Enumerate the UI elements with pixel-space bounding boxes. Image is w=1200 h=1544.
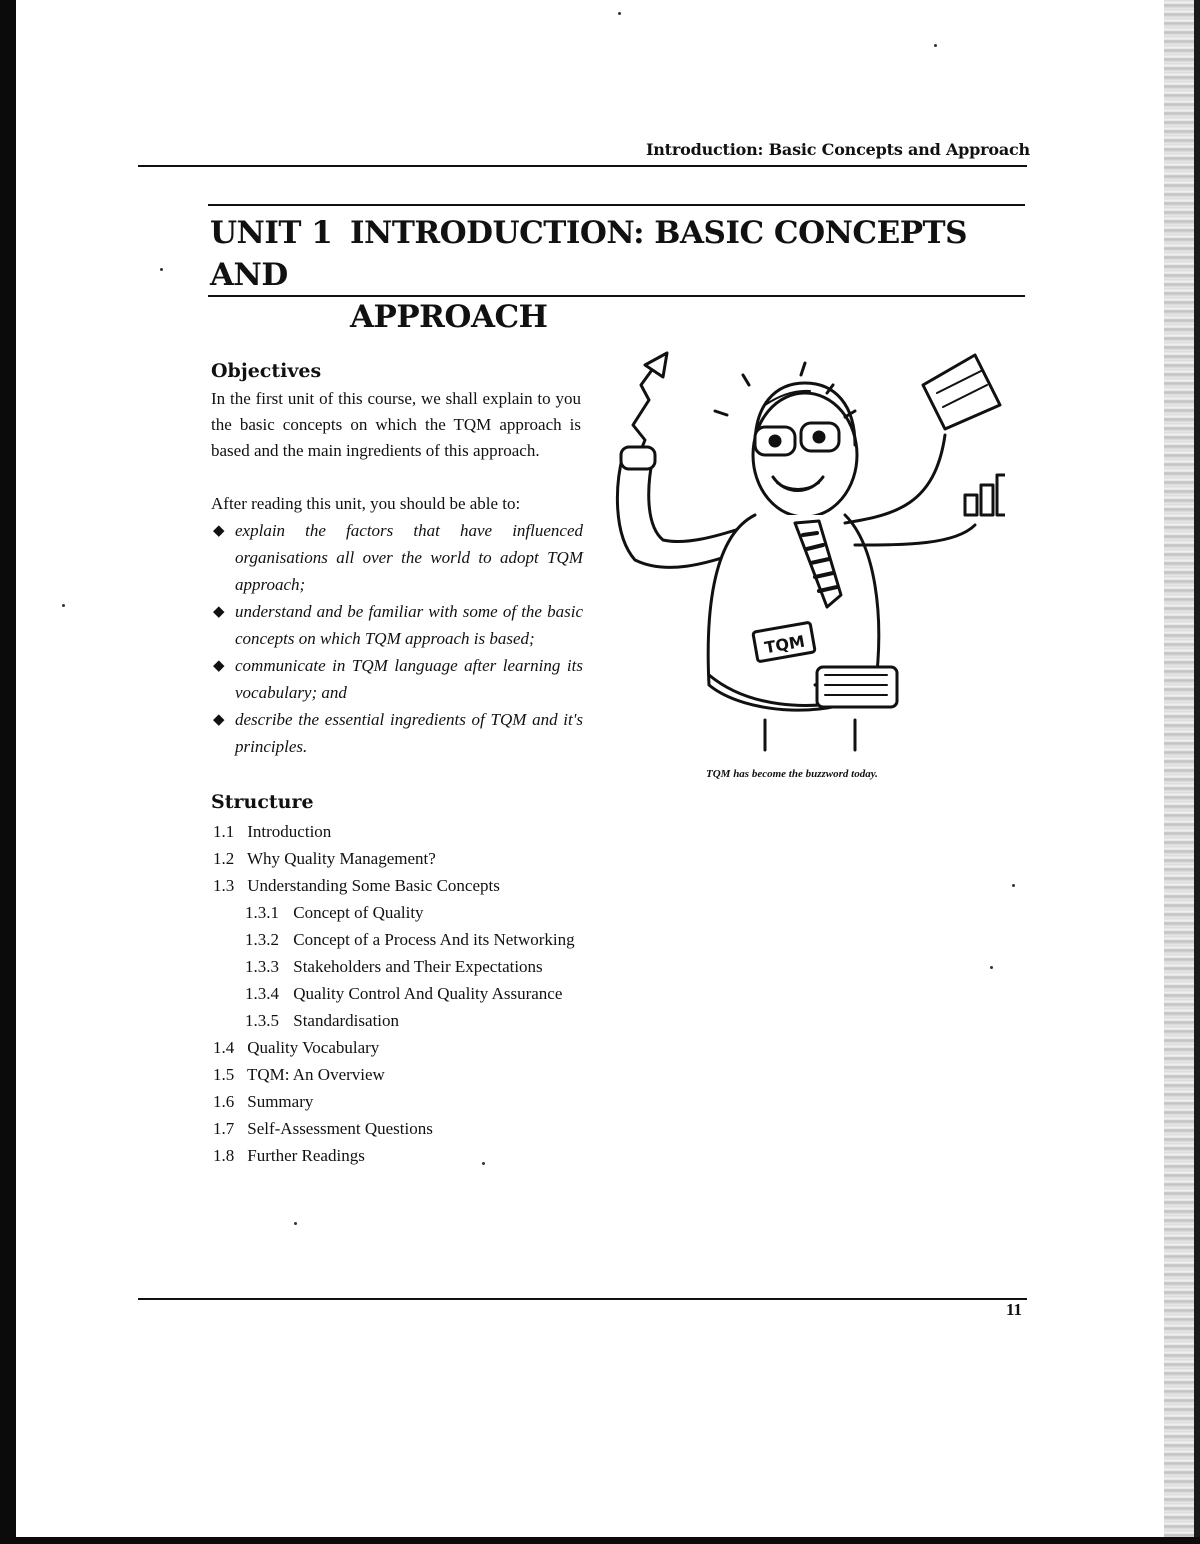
structure-item: [213, 1088, 575, 1115]
structure-item-label: Self-Assessment Questions: [247, 1119, 433, 1138]
objective-item: [213, 652, 583, 706]
structure-item-number: 1.3: [213, 876, 235, 895]
scan-speck: [62, 604, 65, 607]
unit-title: [210, 212, 1030, 338]
bar-chart-icon: [997, 475, 1005, 515]
title-rule-top: [208, 204, 1025, 206]
structure-item-label: Stakeholders and Their Expectations: [293, 957, 543, 976]
scan-speck: [934, 44, 937, 47]
structure-item: [213, 1142, 575, 1169]
objectives-lead: After reading this unit, you should be able to:: [211, 494, 521, 513]
scan-speck: [294, 1222, 297, 1225]
structure-item-number: 1.4: [213, 1038, 235, 1057]
structure-item-number: 1.3.2: [245, 930, 279, 949]
objective-text: understand and be familiar with some of the basic concepts on which TQM approach is based;: [235, 602, 583, 648]
scan-speck: [1012, 884, 1015, 887]
unit-title-line2: APPROACH: [350, 299, 548, 335]
scan-border-left: [0, 0, 16, 1544]
structure-item-number: 1.3.3: [245, 957, 279, 976]
structure-item-number: 1.2: [213, 849, 235, 868]
structure-list: [213, 818, 575, 1169]
scan-speck: [160, 268, 163, 271]
page-number: 11: [1006, 1300, 1023, 1319]
structure-item: [213, 1061, 575, 1088]
structure-item-number: 1.5: [213, 1065, 235, 1084]
objectives-list: [213, 517, 583, 760]
structure-item-label: Summary: [247, 1092, 314, 1111]
diamond-bullet-icon: ◆: [213, 604, 225, 620]
structure-item-label: Standardisation: [293, 1011, 400, 1030]
structure-item: [213, 980, 575, 1007]
scan-edge-right: [1194, 0, 1200, 1544]
structure-item: [213, 1034, 575, 1061]
objectives-intro: In the first unit of this course, we shall explain to you the basic concepts on which the TQM approach is based and the main ingredients of this approach.: [211, 389, 581, 460]
banknote-icon: [923, 355, 1000, 429]
objective-text: explain the factors that have influenced organisations all over the world to adopt TQM approach;: [235, 521, 583, 594]
scan-speck: [618, 12, 621, 15]
structure-item-number: 1.3.5: [245, 1011, 279, 1030]
diamond-bullet-icon: ◆: [213, 712, 225, 728]
running-head: Introduction: Basic Concepts and Approach: [645, 140, 1030, 159]
scan-speck: [990, 966, 993, 969]
scan-border-bottom: [0, 1537, 1200, 1544]
structure-heading: Structure: [211, 791, 314, 813]
structure-item-label: Concept of Quality: [293, 903, 424, 922]
objective-text: communicate in TQM language after learning its vocabulary; and: [235, 656, 583, 702]
structure-item-label: Introduction: [247, 822, 332, 841]
structure-item-label: Further Readings: [247, 1146, 365, 1165]
structure-item-number: 1.1: [213, 822, 235, 841]
structure-item: [213, 1115, 575, 1142]
tqm-badge-label: TQM: [763, 631, 807, 658]
structure-item-label: Concept of a Process And its Networking: [293, 930, 575, 949]
structure-item: [213, 926, 575, 953]
structure-item: [213, 1007, 575, 1034]
diamond-bullet-icon: ◆: [213, 523, 225, 539]
structure-item-label: Why Quality Management?: [246, 849, 436, 868]
diamond-bullet-icon: ◆: [213, 658, 225, 674]
structure-item: [213, 818, 575, 845]
unit-title-line1: INTRODUCTION: BASIC CONCEPTS AND: [210, 215, 967, 293]
structure-item: [213, 872, 575, 899]
structure-item-label: Quality Control And Quality Assurance: [293, 984, 563, 1003]
tqm-cartoon-illustration: [605, 345, 1005, 755]
footer-rule: [138, 1298, 1027, 1300]
title-rule-bottom: [208, 295, 1025, 297]
figure-caption: TQM has become the buzzword today.: [706, 768, 878, 780]
structure-item-label: Understanding Some Basic Concepts: [247, 876, 500, 895]
structure-item-label: TQM: An Overview: [246, 1065, 385, 1084]
unit-number: UNIT 1: [210, 215, 333, 251]
objective-text: describe the essential ingredients of TQM and it's principles.: [235, 710, 583, 756]
structure-item-number: 1.3.4: [245, 984, 279, 1003]
objective-item: [213, 517, 583, 598]
objective-item: [213, 706, 583, 760]
structure-item-label: Quality Vocabulary: [247, 1038, 380, 1057]
structure-item: [213, 899, 575, 926]
structure-item-number: 1.8: [213, 1146, 235, 1165]
structure-item: [213, 953, 575, 980]
objectives-heading: Objectives: [211, 360, 322, 382]
structure-item-number: 1.7: [213, 1119, 235, 1138]
structure-item-number: 1.3.1: [245, 903, 279, 922]
objective-item: [213, 598, 583, 652]
structure-item-number: 1.6: [213, 1092, 235, 1111]
header-rule: [138, 165, 1027, 167]
structure-item: [213, 845, 575, 872]
